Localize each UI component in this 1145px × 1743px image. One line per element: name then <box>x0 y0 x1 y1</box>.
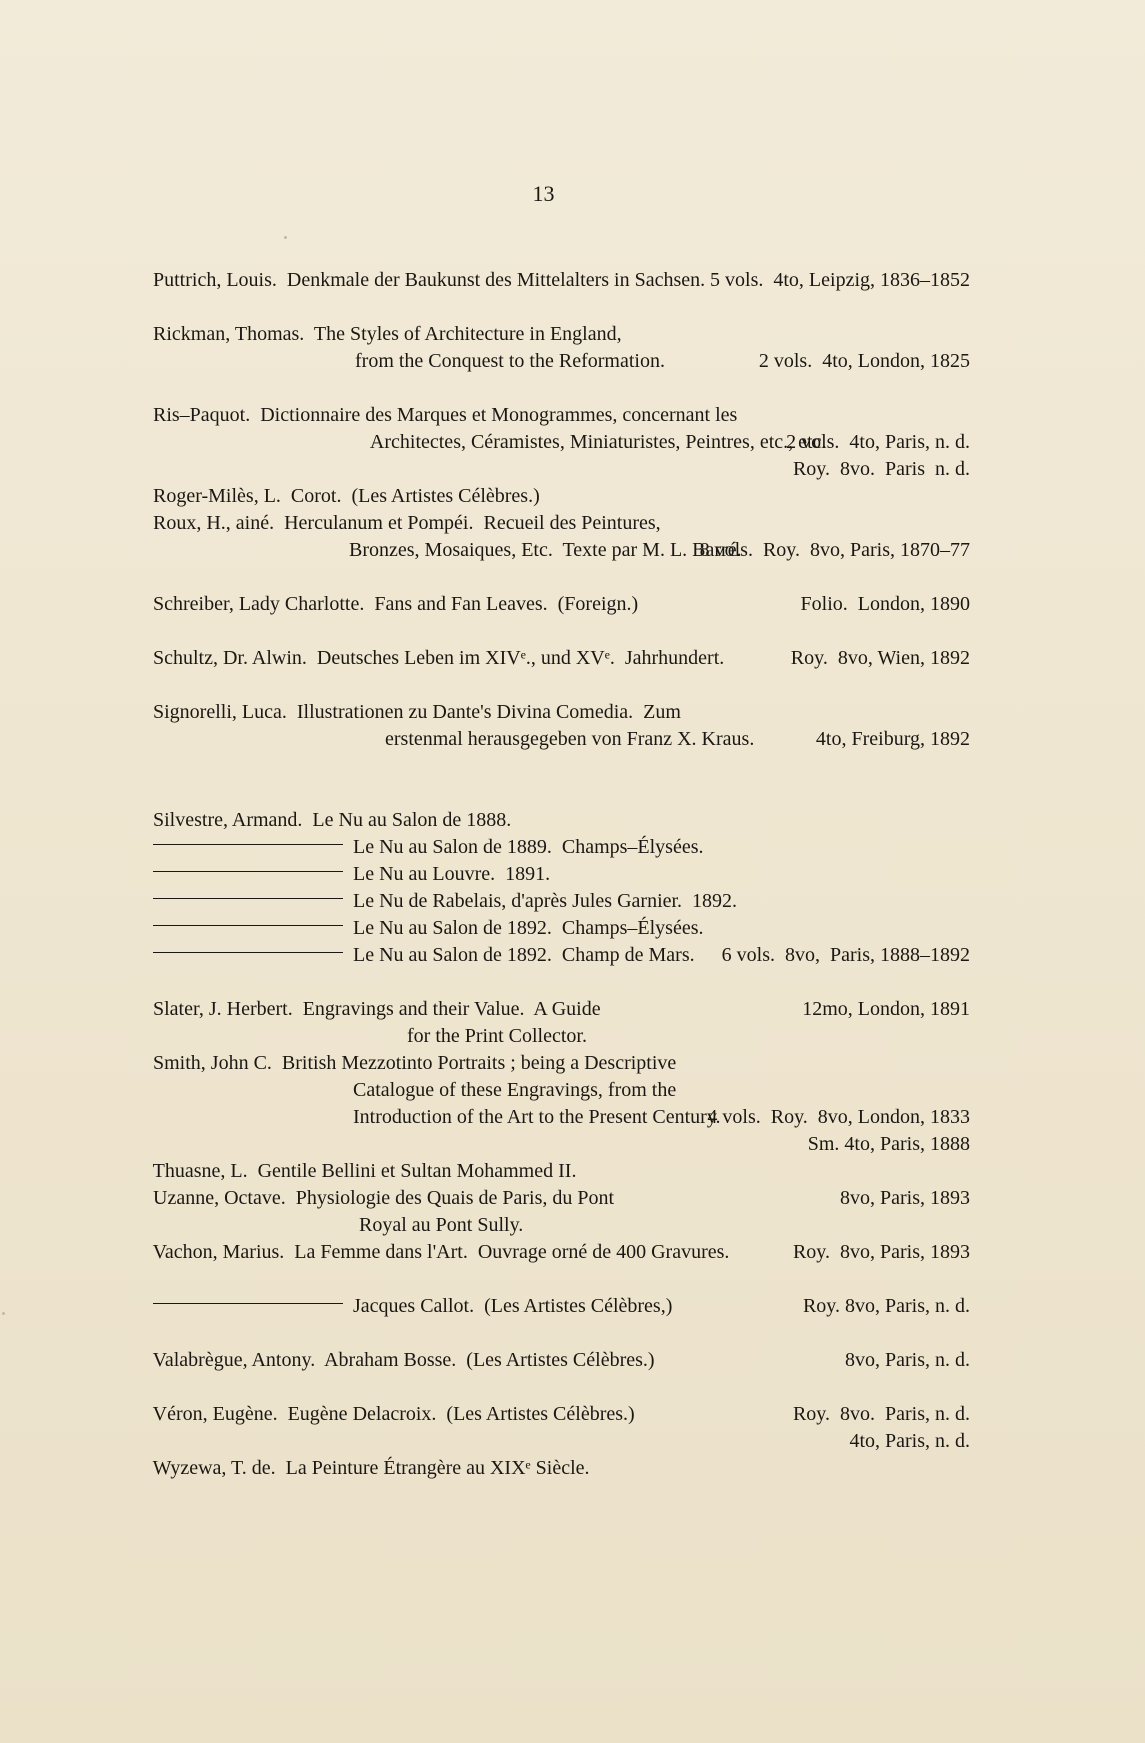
page-number: 13 <box>532 181 555 206</box>
entry-ris-paquot <box>123 375 970 426</box>
entry-text: Le Nu de Rabelais, d'après Jules Garnier. 1892. <box>353 890 738 912</box>
entry-imprint-line <box>123 1401 970 1428</box>
imprint: Roy. 8vo. Paris n. d. <box>792 458 970 480</box>
entry-text: Le Nu au Salon de 1889. Champs–Élysées. <box>353 836 704 858</box>
entry-smith <box>123 1023 970 1074</box>
entry-imprint-line <box>123 1347 970 1374</box>
entry-text: Roger-Milès, L. Corot. (Les Artistes Célèbres.) <box>153 485 540 507</box>
entry-text: Le Nu au Salon de 1892. Champ de Mars. <box>353 944 695 966</box>
entry-imprint-line <box>123 591 970 618</box>
entry-text: Smith, John C. British Mezzotinto Portraits ; being a Descriptive <box>153 1052 677 1074</box>
imprint: 8vo, Paris, 1893 <box>840 1187 970 1209</box>
entry-text: Thuasne, L. Gentile Bellini et Sultan Mohammed II. <box>152 1160 577 1182</box>
entry-text: Vachon, Marius. La Femme dans l'Art. Ouvrage orné de 400 Gravures. <box>152 1241 730 1263</box>
entry-imprint-line <box>123 942 970 969</box>
entry-imprint-line <box>123 348 970 375</box>
entry-text: Signorelli, Luca. Illustrationen zu Dante's Divina Comedia. Zum <box>153 701 681 723</box>
entry-text: Ris–Paquot. Dictionnaire des Marques et Monogrammes, concernant les <box>153 404 738 426</box>
imprint: 4to, Paris, n. d. <box>849 1430 970 1452</box>
entry-imprint-line <box>123 429 970 456</box>
entry-text: Rickman, Thomas. The Styles of Architecture in England, <box>153 323 622 345</box>
entry-continuation <box>123 1185 970 1236</box>
entry-text: Catalogue of these Engravings, from the <box>353 1079 677 1101</box>
paper-speck <box>284 236 287 239</box>
entry-text: Le Nu au Salon de 1892. Champs–Élysées. <box>353 917 704 939</box>
entry-imprint-line <box>123 645 970 672</box>
entry-text: Schreiber, Lady Charlotte. Fans and Fan Leaves. (Foreign.) <box>153 593 639 615</box>
entry-roux <box>123 483 970 534</box>
imprint: Roy. 8vo, Paris, 1893 <box>792 1241 970 1263</box>
entry-text: from the Conquest to the Reformation. <box>355 350 665 372</box>
entry-signorelli <box>123 672 970 723</box>
entry-continuation <box>123 1050 970 1101</box>
entry-text: Jacques Callot. (Les Artistes Célèbres,) <box>353 1295 673 1317</box>
entry-thuasne <box>123 1131 970 1182</box>
imprint: 4 vols. Roy. 8vo, London, 1833 <box>707 1106 970 1128</box>
entry-text: Slater, J. Herbert. Engravings and their Value. A Guide <box>153 998 601 1020</box>
imprint: 2 vols. 4to, London, 1825 <box>758 350 970 372</box>
ditto-entry <box>123 807 970 858</box>
imprint: Folio. London, 1890 <box>800 593 970 615</box>
spacer <box>123 753 970 780</box>
entry-text: Silvestre, Armand. Le Nu au Salon de 1888. <box>153 809 512 831</box>
imprint: 4to, Freiburg, 1892 <box>815 728 970 750</box>
entry-text: Le Nu au Louvre. 1891. <box>353 863 551 885</box>
imprint: 2 vols. 4to, Paris, n. d. <box>786 431 970 453</box>
entry-text: erstenmal herausgegeben von Franz X. Kraus. <box>385 728 755 750</box>
entry-imprint-line <box>123 726 970 753</box>
entry-wyzewa <box>123 1428 970 1479</box>
entry-imprint-line <box>123 1239 970 1266</box>
imprint: 5 vols. 4to, Leipzig, 1836–1852 <box>710 269 970 291</box>
bibliography-list <box>123 240 970 1479</box>
paper-speck <box>2 1312 5 1315</box>
entry-text: Schultz, Dr. Alwin. Deutsches Leben im XIVᵉ., und XVᵉ. Jahrhundert. <box>153 647 725 669</box>
entry-rickman <box>123 294 970 345</box>
entry-text: Royal au Pont Sully. <box>359 1214 524 1236</box>
entry-text: Puttrich, Louis. Denkmale der Baukunst des Mittelalters in Sachsen. <box>153 269 706 291</box>
entry-text: Valabrègue, Antony. Abraham Bosse. (Les Artistes Célèbres.) <box>152 1349 655 1371</box>
entry-text: Véron, Eugène. Eugène Delacroix. (Les Artistes Célèbres.) <box>152 1403 635 1425</box>
entry-text: Bronzes, Mosaiques, Etc. Texte par M. L. Barré. <box>349 539 742 561</box>
imprint: 12mo, London, 1891 <box>802 998 970 1020</box>
imprint: Roy. 8vo. Paris, n. d. <box>792 1403 970 1425</box>
imprint: 6 vols. 8vo, Paris, 1888–1892 <box>721 944 970 966</box>
imprint: Sm. 4to, Paris, 1888 <box>807 1133 970 1155</box>
entry-text: for the Print Collector. <box>407 1025 587 1047</box>
entry-text: Introduction of the Art to the Present Century. <box>353 1106 721 1128</box>
ditto-entry <box>123 834 970 885</box>
ditto-entry <box>123 888 970 939</box>
entry-silvestre <box>123 780 970 831</box>
entry-imprint-line <box>123 1293 970 1320</box>
entry-text: Architectes, Céramistes, Miniaturistes, Peintres, etc., etc. <box>369 431 827 453</box>
entry-continuation <box>123 996 970 1047</box>
imprint: 8vo, Paris, n. d. <box>845 1349 970 1371</box>
imprint: 8 vols. Roy. 8vo, Paris, 1870–77 <box>699 539 970 561</box>
entry-text: Roux, H., ainé. Herculanum et Pompéi. Recueil des Peintures, <box>153 512 661 534</box>
imprint: Roy. 8vo, Wien, 1892 <box>790 647 970 669</box>
entry-roger-miles <box>123 456 970 507</box>
entry-imprint-line <box>123 537 970 564</box>
entry-imprint-line <box>123 1104 970 1131</box>
entry-imprint-line <box>123 267 970 294</box>
entry-text: Wyzewa, T. de. La Peinture Étrangère au XIXᵉ Siècle. <box>152 1457 590 1479</box>
entry-text: Uzanne, Octave. Physiologie des Quais de Paris, du Pont <box>153 1187 615 1209</box>
imprint: Roy. 8vo, Paris, n. d. <box>802 1295 970 1317</box>
ditto-entry <box>123 861 970 912</box>
